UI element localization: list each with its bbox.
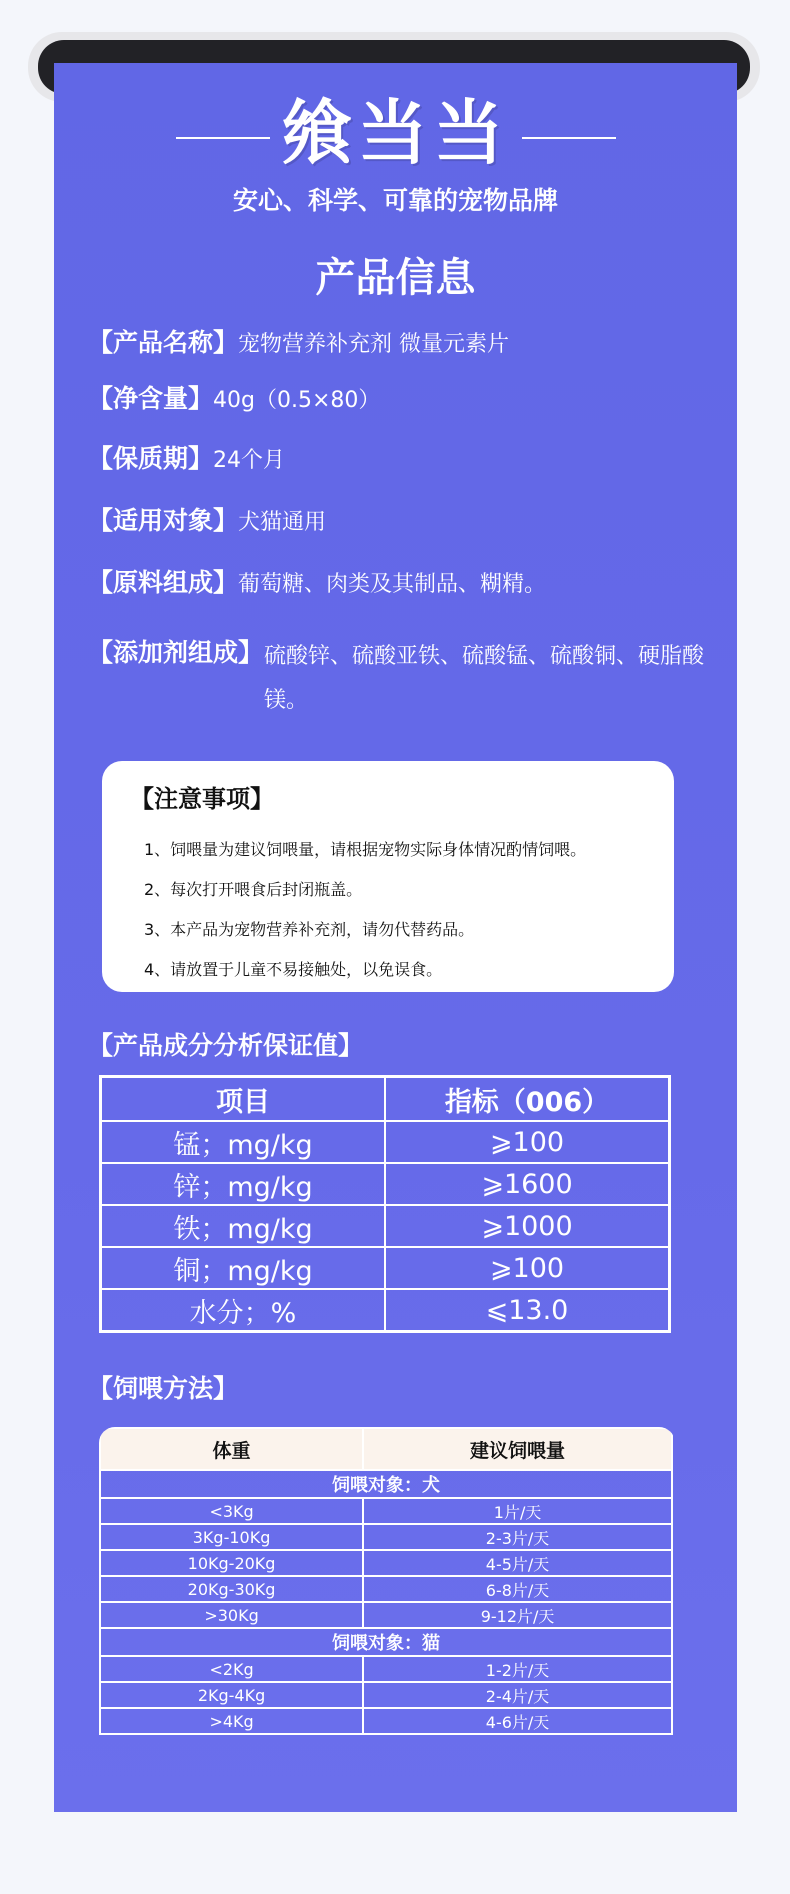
table-row bbox=[100, 1682, 672, 1708]
table-row bbox=[101, 1205, 670, 1247]
notice-item: 3、本产品为宠物营养补充剂，请勿代替药品。 bbox=[144, 920, 475, 939]
product-panel bbox=[54, 63, 737, 1812]
group-label: 饲喂对象：猫 bbox=[100, 1628, 672, 1656]
info-value: 葡萄糖、肉类及其制品、糊精。 bbox=[238, 572, 547, 597]
table-header-row bbox=[101, 1077, 670, 1122]
table-cell: 4-5片/天 bbox=[363, 1550, 672, 1576]
table-cell: 1片/天 bbox=[363, 1498, 672, 1524]
table-cell: <3Kg bbox=[100, 1498, 363, 1524]
table-header-cell: 项目 bbox=[101, 1077, 386, 1122]
table-cell: ⩾1000 bbox=[385, 1205, 670, 1247]
section-title: 产品信息 bbox=[315, 255, 476, 301]
info-value: 犬猫通用 bbox=[238, 510, 327, 535]
notice-item: 4、请放置于儿童不易接触处，以免误食。 bbox=[144, 960, 443, 979]
table-cell: 锰；mg/kg bbox=[101, 1121, 386, 1163]
table-cell: 2-4片/天 bbox=[363, 1682, 672, 1708]
table-row bbox=[101, 1247, 670, 1289]
table-row bbox=[101, 1163, 670, 1205]
brand-name: 飨当当 bbox=[281, 92, 510, 174]
table-cell: 6-8片/天 bbox=[363, 1576, 672, 1602]
table-row bbox=[101, 1121, 670, 1163]
table-cell: <2Kg bbox=[100, 1656, 363, 1682]
table-header-cell: 建议饲喂量 bbox=[363, 1428, 672, 1470]
table-cell: 10Kg-20Kg bbox=[100, 1550, 363, 1576]
info-row-name bbox=[88, 328, 509, 360]
info-row-net bbox=[88, 384, 380, 416]
group-label: 饲喂对象：犬 bbox=[100, 1470, 672, 1498]
table-row bbox=[100, 1656, 672, 1682]
analysis-title: 【产品成分分析保证值】 bbox=[88, 1031, 364, 1060]
table-header-cell: 指标（006） bbox=[385, 1077, 670, 1122]
table-cell: 2-3片/天 bbox=[363, 1524, 672, 1550]
table-row bbox=[100, 1708, 672, 1734]
notice-item: 1、饲喂量为建议饲喂量，请根据宠物实际身体情况酌情饲喂。 bbox=[144, 840, 587, 859]
info-key: 【原料组成】 bbox=[88, 568, 239, 597]
info-key: 【添加剂组成】 bbox=[88, 638, 264, 667]
analysis-table bbox=[99, 1075, 671, 1333]
table-cell: 铁；mg/kg bbox=[101, 1205, 386, 1247]
table-cell: 20Kg-30Kg bbox=[100, 1576, 363, 1602]
table-row bbox=[100, 1498, 672, 1524]
table-cell: >30Kg bbox=[100, 1602, 363, 1628]
info-value: 24个月 bbox=[213, 448, 286, 473]
table-cell: 锌；mg/kg bbox=[101, 1163, 386, 1205]
table-cell: ⩾100 bbox=[385, 1121, 670, 1163]
table-header-cell: 体重 bbox=[100, 1428, 363, 1470]
table-cell: ⩾1600 bbox=[385, 1163, 670, 1205]
info-row-target bbox=[88, 506, 326, 538]
brand-slogan: 安心、科学、可靠的宠物品牌 bbox=[232, 186, 558, 215]
table-row bbox=[100, 1602, 672, 1628]
notice-item: 2、每次打开喂食后封闭瓶盖。 bbox=[144, 880, 363, 899]
info-value: 40g（0.5×80） bbox=[213, 388, 381, 413]
table-cell: 水分；% bbox=[101, 1289, 386, 1332]
notice-title: 【注意事项】 bbox=[130, 785, 274, 813]
feeding-table bbox=[99, 1427, 673, 1735]
table-row bbox=[100, 1524, 672, 1550]
table-row bbox=[100, 1550, 672, 1576]
info-key: 【适用对象】 bbox=[88, 506, 239, 535]
table-cell: ⩽13.0 bbox=[385, 1289, 670, 1332]
table-cell: 3Kg-10Kg bbox=[100, 1524, 363, 1550]
notice-card bbox=[102, 761, 674, 992]
info-value: 硫酸锌、硫酸亚铁、硫酸锰、硫酸铜、硬脂酸镁。 bbox=[264, 644, 705, 713]
feeding-table-wrap bbox=[99, 1427, 675, 1749]
group-row-dog bbox=[100, 1470, 672, 1498]
table-cell: >4Kg bbox=[100, 1708, 363, 1734]
table-cell: 铜；mg/kg bbox=[101, 1247, 386, 1289]
info-key: 【产品名称】 bbox=[88, 328, 239, 357]
table-cell: 4-6片/天 bbox=[363, 1708, 672, 1734]
feeding-title: 【饲喂方法】 bbox=[88, 1374, 239, 1403]
group-row-cat bbox=[100, 1628, 672, 1656]
table-cell: 2Kg-4Kg bbox=[100, 1682, 363, 1708]
info-row-ingredients bbox=[88, 568, 546, 600]
table-header-row bbox=[100, 1428, 672, 1470]
table-row bbox=[101, 1289, 670, 1332]
info-row-shelf bbox=[88, 444, 285, 476]
info-value: 宠物营养补充剂 微量元素片 bbox=[238, 332, 510, 357]
table-cell: 9-12片/天 bbox=[363, 1602, 672, 1628]
table-cell: 1-2片/天 bbox=[363, 1656, 672, 1682]
table-cell: ⩾100 bbox=[385, 1247, 670, 1289]
info-key: 【净含量】 bbox=[88, 384, 214, 413]
table-row bbox=[100, 1576, 672, 1602]
info-key: 【保质期】 bbox=[88, 444, 214, 473]
